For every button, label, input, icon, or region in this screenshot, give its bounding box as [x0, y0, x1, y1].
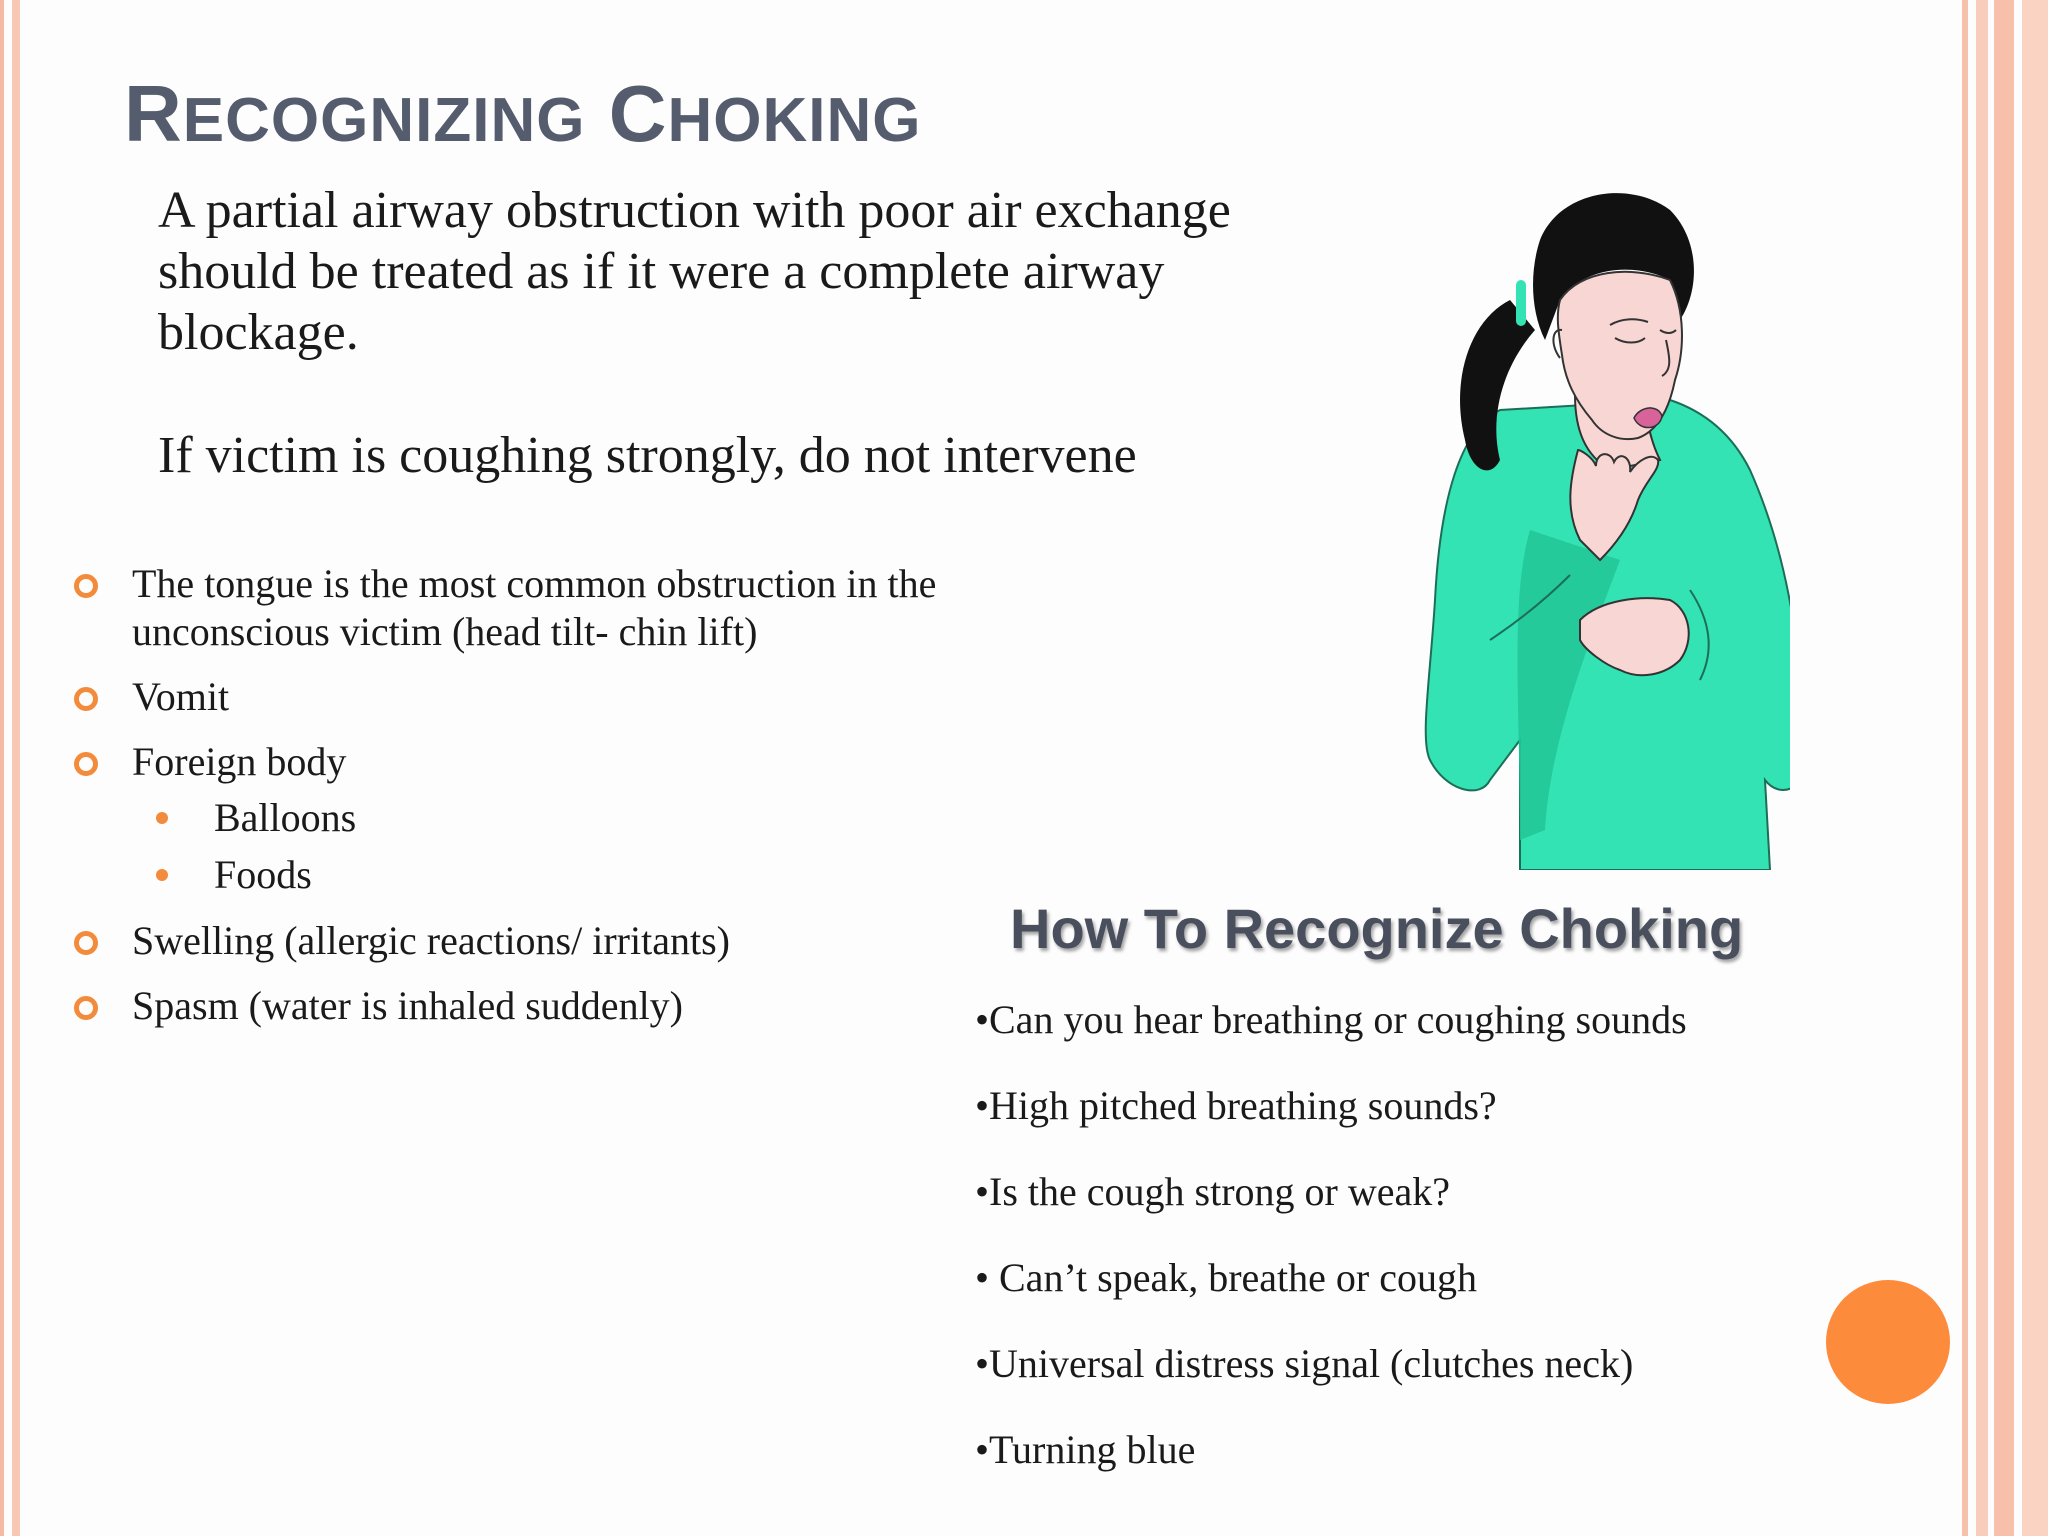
title-cap-1: R	[124, 69, 183, 158]
sub-item-text: Balloons	[214, 795, 357, 840]
left-stripe	[0, 0, 4, 1536]
intro-paragraph-2: If victim is coughing strongly, do not intervene	[158, 427, 1137, 484]
intro-text	[158, 180, 1358, 486]
sign-item: •Is the cough strong or weak?	[975, 1169, 1450, 1214]
dot-bullet-icon	[156, 869, 168, 881]
right-stripe-1	[1962, 0, 1968, 1536]
cause-text: The tongue is the most common obstruction in the unconscious victim (head tilt- chin lift)	[132, 561, 937, 654]
sign-item: •Turning blue	[975, 1427, 1196, 1472]
right-stripe-4	[2022, 0, 2048, 1536]
cause-text: Spasm (water is inhaled suddenly)	[132, 983, 683, 1028]
intro-paragraph-1: A partial airway obstruction with poor air exchange should be treated as if it were a complete airway blockage.	[158, 182, 1231, 361]
ring-bullet-icon	[74, 574, 98, 598]
list-item	[70, 560, 1132, 656]
title-cap-2: C	[608, 69, 668, 158]
choking-woman-illustration	[1370, 180, 1790, 870]
title-rest-2: HOKING	[667, 86, 922, 155]
decorative-circle	[1826, 1280, 1950, 1404]
dot-bullet-icon	[156, 812, 168, 824]
list-item	[70, 673, 1270, 721]
right-stripe-3	[1994, 0, 2014, 1536]
ring-bullet-icon	[74, 687, 98, 711]
slide-title	[124, 68, 921, 160]
cause-text: Foreign body	[132, 739, 347, 784]
sub-list-item	[70, 851, 1270, 899]
cause-text: Swelling (allergic reactions/ irritants)	[132, 918, 730, 963]
left-stripe-inner	[12, 0, 20, 1536]
sub-list-item	[70, 794, 1270, 842]
ring-bullet-icon	[74, 752, 98, 776]
title-rest-1: ECOGNIZING	[182, 86, 586, 155]
ring-bullet-icon	[74, 931, 98, 955]
sub-item-text: Foods	[214, 852, 312, 897]
sign-item: • Can’t speak, breathe or cough	[975, 1255, 1477, 1300]
list-item	[70, 738, 1270, 786]
signs-list	[975, 996, 1915, 1512]
sign-item: •Universal distress signal (clutches neck)	[975, 1341, 1634, 1386]
sign-item: •Can you hear breathing or coughing sounds	[975, 997, 1687, 1042]
sign-item: •High pitched breathing sounds?	[975, 1083, 1497, 1128]
cause-text: Vomit	[132, 674, 230, 719]
howto-heading: How To Recognize Choking	[1010, 897, 1744, 960]
right-stripe-2	[1976, 0, 1988, 1536]
ring-bullet-icon	[74, 996, 98, 1020]
